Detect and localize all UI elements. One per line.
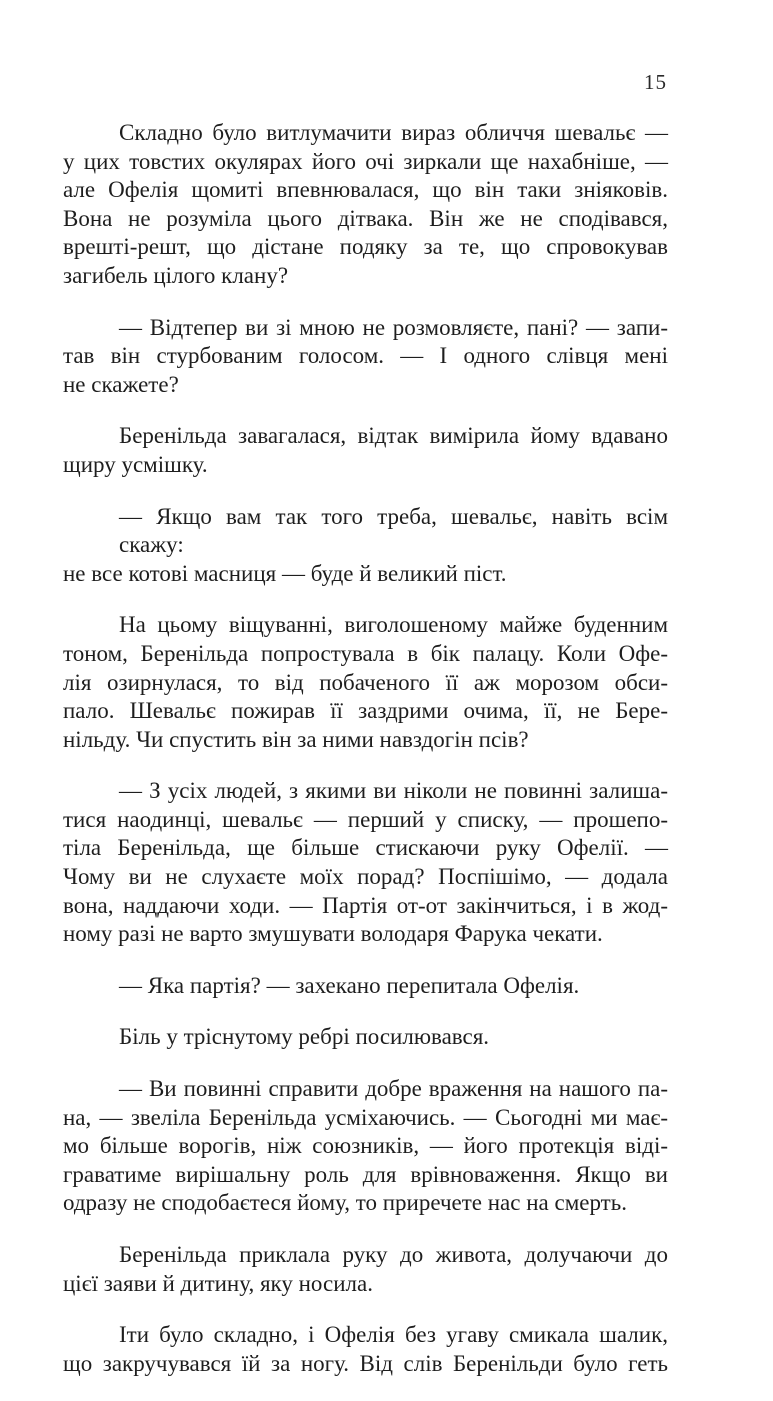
text-line: загибель цілого клану? (63, 262, 289, 288)
text-line: пало. Шевальє пожирав її заздрими очима, її, не Бере- (63, 698, 668, 724)
text-line: Беренільда завагалася, відтак вимірила йому вдавано (119, 423, 668, 449)
text-line: граватиме вирішальну роль для врівноваження. Якщо ви (63, 1161, 668, 1187)
text-line: але Офелія щомиті впевнювалася, що він таки зніяковів. (63, 177, 668, 203)
body-text (63, 119, 668, 1401)
text-line: не все котові масниця — буде й великий піст. (63, 560, 507, 586)
text-line: у цих товстих окулярах його очі зиркали ще нахабніше, — (63, 148, 668, 174)
text-line: — Ви повинні справити добре враження на нашого па- (119, 1076, 668, 1102)
text-line: — Якщо вам так того треба, шевальє, навіть всім скажу: (119, 503, 668, 558)
text-line: — З усіх людей, з якими ви ніколи не повинні залиша- (119, 778, 668, 804)
text-line: тися наодинці, шевальє — перший у списку, — прошепо- (63, 806, 668, 832)
text-line: тав він стурбованим голосом. — І одного слівця мені (63, 343, 668, 369)
text-line: не скажете? (63, 371, 179, 397)
text-line: Біль у тріснутому ребрі посилювався. (119, 1024, 490, 1050)
text-line: Беренільда приклала руку до живота, долучаючи до (119, 1242, 668, 1267)
text-line: вона, наддаючи ходи. — Партія от-от закінчиться, і в жод- (63, 892, 668, 918)
text-line: Іти було складно, і Офелія без угаву смикала шалик, (119, 1322, 668, 1348)
text-line: що закручувався їй за ногу. Від слів Беренільди було геть (63, 1350, 668, 1376)
text-line: на, — звеліла Беренільда усміхаючись. — Сьогодні ми має- (63, 1104, 668, 1130)
text-line: тіла Беренільда, ще більше стискаючи руку Офелії. — (63, 835, 668, 861)
folio-page-number: 15 (644, 70, 667, 94)
text-line: — Відтепер ви зі мною не розмовляєте, пані? — запи- (119, 314, 668, 340)
text-line: Вона не розуміла цього дітвака. Він же не сподівався, (63, 205, 668, 231)
text-line: тоном, Беренільда попростувала в бік палацу. Коли Офе- (63, 640, 668, 666)
text-line: одразу не сподобаєтеся йому, то приречете нас на смерть. (63, 1190, 627, 1216)
text-line: мо більше ворогів, ніж союзників, — його протекція віді- (63, 1133, 668, 1159)
text-line: врешті-решт, що дістане подяку за те, що спровокував (63, 234, 668, 260)
text-line: лія озирнулася, то від побаченого її аж морозом обси- (63, 669, 668, 695)
text-line: нільду. Чи спустить він за ними навздогін псів? (63, 726, 529, 752)
text-line: щиру усмішку. (63, 451, 208, 477)
text-line: Складно було витлумачити вираз обличчя шевальє — (119, 120, 668, 145)
text-line: Чому ви не слухаєте моїх порад? Поспішімо, — додала (63, 864, 668, 890)
text-line: ному разі не варто змушувати володаря Фарука чекати. (63, 921, 603, 947)
text-line: цієї заяви й дитину, яку носила. (63, 1270, 373, 1296)
text-line: На цьому віщуванні, виголошеному майже буденним (119, 612, 668, 638)
text-line: — Яка партія? — захекано перепитала Офелія. (119, 972, 580, 998)
